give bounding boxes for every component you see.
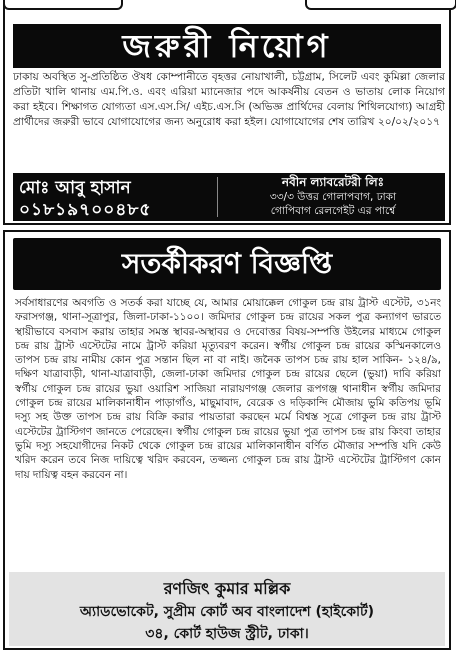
contact-name: মোঃ আবু হাসান <box>19 178 131 198</box>
signer-name: রণজিৎ কুমার মল্লিক <box>163 579 291 598</box>
contact-phone: ০১৮১৯৭০০৪৮৫ <box>19 200 152 220</box>
frame-tab <box>3 0 123 10</box>
frame-tab <box>305 0 456 10</box>
contact-divider <box>217 177 218 217</box>
job-ad-body: ঢাকায় অবস্থিত সু-প্রতিষ্ঠিত ঔষধ কোম্পানীতে বৃহত্তর নোয়াখালী, চট্টগ্রাম, সিলেট এবং কুমিল্লা জেলার প্রতিটা খালি থানায় এম.পি.ও. এবং এরিয়া ম্যানেজার পদে আকর্ষনীয় বেতন ও ভাতায় লোক নিয়োগ করা হইবে। শিক্ষাগত যোগ্যতা এস.এস.সি/ এইচ.এস.সি (অভিজ্ঞ প্রার্থিদের বেলায় শিথিলযোগ্য) আগ্রহী প্রার্থীদের জরুরী ভাবে যোগাযোগের জন্য অনুরোধ করা হইল। যোগাযোগের শেষ তারিখ ২০/০২/২০১৭ <box>13 71 445 128</box>
company-name: নবীন ল্যাবরেটরী লিঃ <box>281 175 385 189</box>
job-advertisement <box>3 0 451 225</box>
ad-frame-top <box>5 0 449 10</box>
signer-address: ৩৪, কোর্ট হাউজ স্ট্রীট, ঢাকা। <box>145 626 309 642</box>
company-address-line2: গোপিবাগ রেলগেইট এর পার্শ্বে <box>270 205 396 217</box>
warning-notice <box>3 230 451 650</box>
notice-title: সতর্কীকরণ বিজ্ঞপ্তি <box>13 238 441 290</box>
notice-body: সর্বসাধারণের অবগতি ও সতর্ক করা যাচ্ছে যে, আমার মোয়াক্কেল গোকুল চন্দ্র রায় ট্রাস্ট এস্টেট, ৩১নং ফরাসগঞ্জ, থানা-সূত্রাপুর, জিলা-ঢাকা-১১০০। জমিদার গোকুল চন্দ্র রায়ের সকল পুত্র কন্যাগণ ভারতে স্থায়ীভাবে বসবাস করায় তাহার সমস্ত স্থাবর-অস্থাবর ও দেবোত্তর বিষয়-সম্পত্তি উইলের মাধ্যমে গোকুল চন্দ্র রায় ট্রাস্ট এস্টেটের নামে ট্রাস্ট করিয়া মৃত্যুবরণ করেন। স্বর্গীয় গোকুল চন্দ্র রায়ের কস্মিনকালেও তাপস চন্দ্র রায় নামীয় কোন পুত্র সন্তান ছিল না বা নাই। জনৈক তাপস চন্দ্র রায় হাল সাকিন- ১২৪/৯, দক্ষিণ যাত্রাবাড়ী, থানা-যাত্রাবাড়ী, জেলা-ঢাকা জমিদার গোকুল চন্দ্র রায়ের ছেলে (ভুয়া) দাবি করিয়া স্বর্গীয় গোকুল চন্দ্র রায়ের ভুয়া ওয়ারিশ সাজিয়া নারায়ণগঞ্জ জেলার রূপগঞ্জ থানাধীন স্বর্গীয় জমিদার গোকুল চন্দ্র রায়ের মালিকানাধীন পাড়াগাঁও, মাছুমাবাদ, বেরেক ও দড়িকান্দি মৌজায় ভুমি কতিপয় ভূমি দস্যু সহ উক্ত তাপস চন্দ্র রায় বিক্রি করার পায়তারা করছেন মর্মে বিশ্বস্ত সূত্রে গোকুল চন্দ্র রায় ট্রাস্ট এস্টেটের ট্রাস্টিগণ জানতে পেরেছেন। স্বর্গীয় গোকুল চন্দ্র রায়ের ভুয়া পুত্র তাপস চন্দ্র রায় কিংবা তাহার ভুমি দস্যু সহযোগীদের নিকট থেকে গোকুল চন্দ্র রায়ের মালিকানাধীন বর্ণিত মৌজার সম্পত্তি যদি কেউ খরিদ করেন তবে নিজ দায়িত্বে খরিদ করবেন, তজ্জন্য গোকুল চন্দ্র রায় ট্রাস্ট এস্টেটের ট্রাস্টিগণ কোন দায় দায়িত্ব বহন করবেন না। <box>15 297 441 481</box>
job-ad-contact-bar <box>13 173 445 221</box>
signer-role: অ্যাডভোকেট, সুপ্রীম কোর্ট অব বাংলাদেশ (হাইকোর্ট) <box>79 604 375 620</box>
company-address-line1: ৩৩/৩ উত্তর গোলাপবাগ, ঢাকা <box>269 191 397 203</box>
job-ad-title: জরুরী নিয়োগ <box>13 24 441 68</box>
notice-signature-block <box>9 572 445 646</box>
